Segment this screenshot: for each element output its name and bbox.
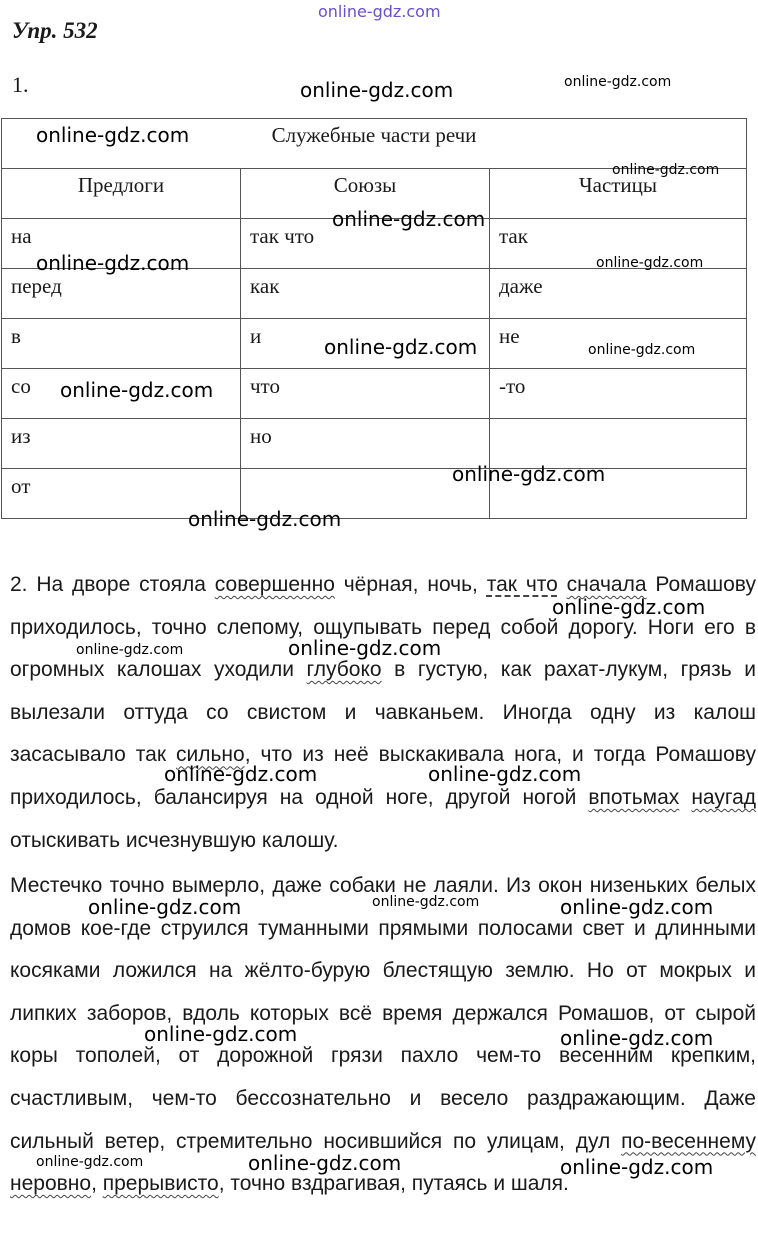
table-cell: на xyxy=(2,219,241,269)
watermark: online-gdz.com xyxy=(372,894,480,910)
table-cell: и xyxy=(241,319,490,369)
part-number: 1. xyxy=(12,72,29,97)
adverb-underlined: сильно xyxy=(176,743,245,767)
column-header-prepositions: Предлоги xyxy=(2,169,241,219)
watermark: online-gdz.com xyxy=(552,595,706,619)
watermark: online-gdz.com xyxy=(596,255,704,271)
table-cell: в xyxy=(2,319,241,369)
text-segment: , xyxy=(91,1172,103,1196)
watermark: online-gdz.com xyxy=(144,1022,298,1046)
watermark: online-gdz.com xyxy=(36,251,190,275)
table-cell: даже xyxy=(490,269,747,319)
text-segment: Ромашову приходилось, точно слепому, ощупывать перед собой дорогу. Ноги его в огромных калошах уходили xyxy=(10,573,756,682)
watermark: online-gdz.com xyxy=(560,1155,714,1179)
table-row xyxy=(2,269,747,319)
column-header-particles: Частицы xyxy=(490,169,747,219)
text-segment: , что из неё выскакивала нога, и тогда Ромашову приходилось, балансируя на одной ноге, другой ногой xyxy=(10,743,756,809)
table-row xyxy=(2,469,747,519)
text-segment xyxy=(558,573,567,596)
text-segment: , точно вздрагивая, путаясь и шаля. xyxy=(218,1172,569,1196)
watermark: online-gdz.com xyxy=(300,78,454,102)
watermark: online-gdz.com xyxy=(560,895,714,919)
column-header-conjunctions: Союзы xyxy=(241,169,490,219)
watermark: online-gdz.com xyxy=(428,762,582,786)
watermark: online-gdz.com xyxy=(248,1151,402,1175)
text-segment: 2. На дворе стояла xyxy=(10,573,215,596)
table-cell: так что xyxy=(241,219,490,269)
text-segment: в густую, как рахат-лукум, грязь и вылезали оттуда со свистом и чавканьем. Иногда одну из калош засасывало так xyxy=(10,658,756,767)
text-segment: чёрная, ночь, xyxy=(334,573,487,596)
text-segment: Местечко точно вымерло, даже собаки не лаяли. Из окон низеньких белых домов кое-где струился туманными прямыми полосами свет и длинными косяками ложился на жёлто-бурую блестящую землю. Но от мокрых и липких заборов, вдоль которых всё время держался Ромашов, от сырой коры тополей, от дорожной грязи пахло чем-то весенним крепким, счастливым, чем-то бессознательно и весело раздражающим. Даже сильный ветер, стремительно носившийся по улицам, дул xyxy=(10,874,756,1153)
watermark: online-gdz.com xyxy=(564,74,672,90)
table-row xyxy=(2,419,747,469)
adverb-underlined: впотьмах xyxy=(588,785,680,809)
table-title: Служебные части речи xyxy=(2,119,747,169)
watermark: online-gdz.com xyxy=(76,642,184,658)
table-cell xyxy=(490,419,747,469)
text-segment: отыскивать исчезнувшую калошу. xyxy=(10,828,339,852)
exercise-title: Упр. 532 xyxy=(12,18,98,43)
watermark: online-gdz.com xyxy=(164,762,318,786)
table-cell: что xyxy=(241,369,490,419)
table-cell: не xyxy=(490,319,747,369)
table-cell: из xyxy=(2,419,241,469)
adverb-underlined: по-весеннему xyxy=(621,1129,756,1153)
watermark: online-gdz.com xyxy=(188,507,342,531)
adverb-underlined: неровно xyxy=(10,1172,92,1196)
table-cell: как xyxy=(241,269,490,319)
text-segment xyxy=(679,786,691,809)
watermark: online-gdz.com xyxy=(324,335,478,359)
watermark: online-gdz.com xyxy=(588,342,696,358)
watermark: online-gdz.com xyxy=(36,1154,144,1170)
watermark: online-gdz.com xyxy=(332,207,486,231)
conjunction-underlined: так что xyxy=(486,573,558,596)
table-cell: так xyxy=(490,219,747,269)
watermark: online-gdz.com xyxy=(452,462,606,486)
adverb-underlined: наугад xyxy=(691,785,756,809)
parts-of-speech-table xyxy=(1,118,747,519)
table-cell: перед xyxy=(2,269,241,319)
adverb-underlined: прерывисто xyxy=(102,1172,219,1196)
adverb-underlined: сначала xyxy=(566,573,647,596)
adverb-underlined: глубоко xyxy=(306,658,382,682)
watermark: online-gdz.com xyxy=(60,378,214,402)
watermark: online-gdz.com xyxy=(288,636,442,660)
watermark: online-gdz.com xyxy=(560,1026,714,1050)
table-cell: от xyxy=(2,469,241,519)
table-cell: но xyxy=(241,419,490,469)
table-cell: со xyxy=(2,369,241,419)
adverb-underlined: совершенно xyxy=(214,573,335,596)
table-cell: -то xyxy=(490,369,747,419)
top-watermark: online-gdz.com xyxy=(318,2,441,21)
watermark: online-gdz.com xyxy=(36,123,190,147)
watermark: online-gdz.com xyxy=(88,895,242,919)
watermark: online-gdz.com xyxy=(612,162,720,178)
